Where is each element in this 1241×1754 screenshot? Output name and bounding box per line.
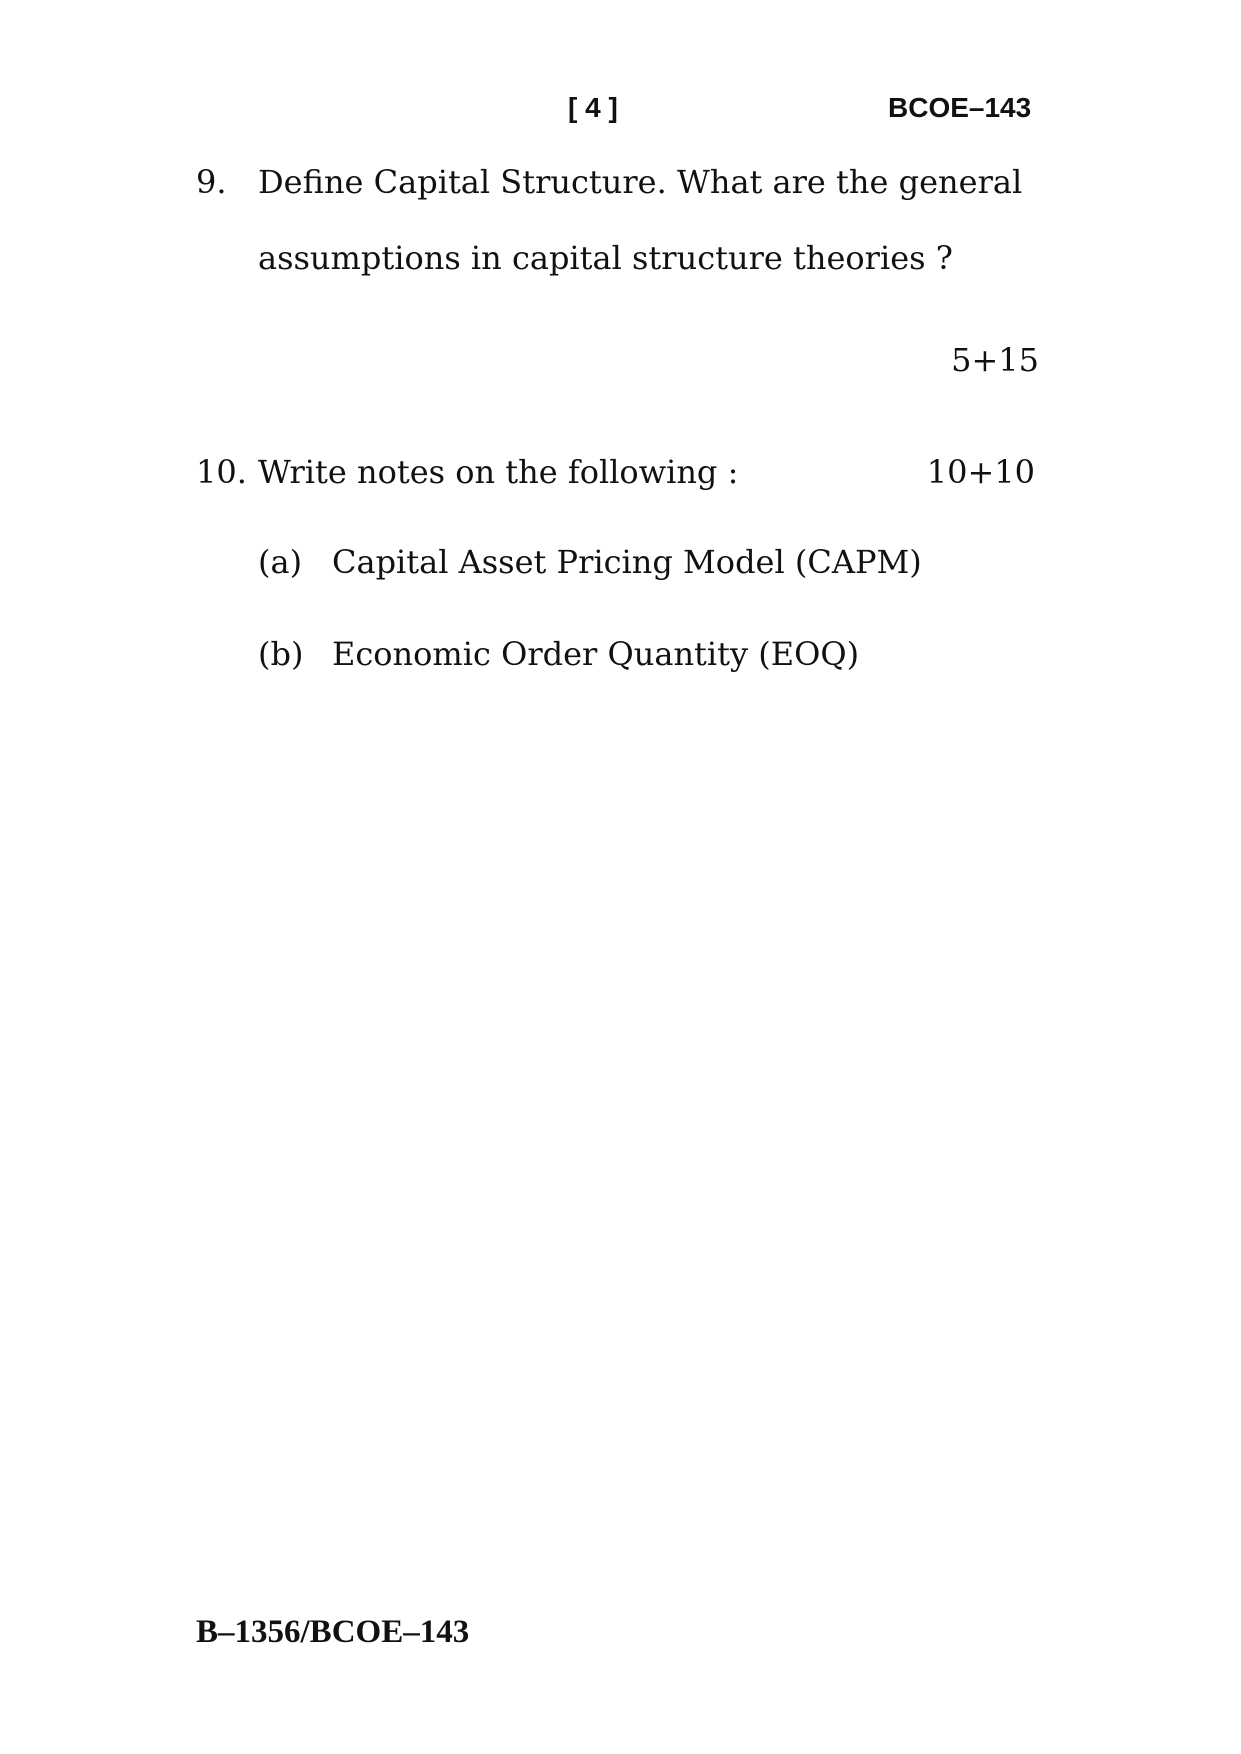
page-number: [ 4 ]	[568, 92, 618, 123]
question-number-10: 10.	[196, 453, 247, 491]
question-9-line-2: assumptions in capital structure theories ?	[258, 239, 953, 277]
footer-code: B–1356/BCOE–143	[196, 1614, 470, 1650]
question-number-9: 9.	[196, 163, 227, 201]
question-10-text: Write notes on the following :	[258, 453, 739, 491]
subpart-label-a: (a)	[258, 543, 303, 581]
question-10-marks: 10+10	[926, 453, 1035, 491]
subpart-text-a: Capital Asset Pricing Model (CAPM)	[332, 543, 922, 581]
question-9-line-1: Define Capital Structure. What are the general	[258, 163, 1023, 201]
subpart-text-b: Economic Order Quantity (EOQ)	[332, 635, 860, 673]
subpart-label-b: (b)	[258, 635, 304, 673]
question-9-marks: 5+15	[951, 341, 1039, 379]
course-code: BCOE–143	[888, 92, 1032, 123]
